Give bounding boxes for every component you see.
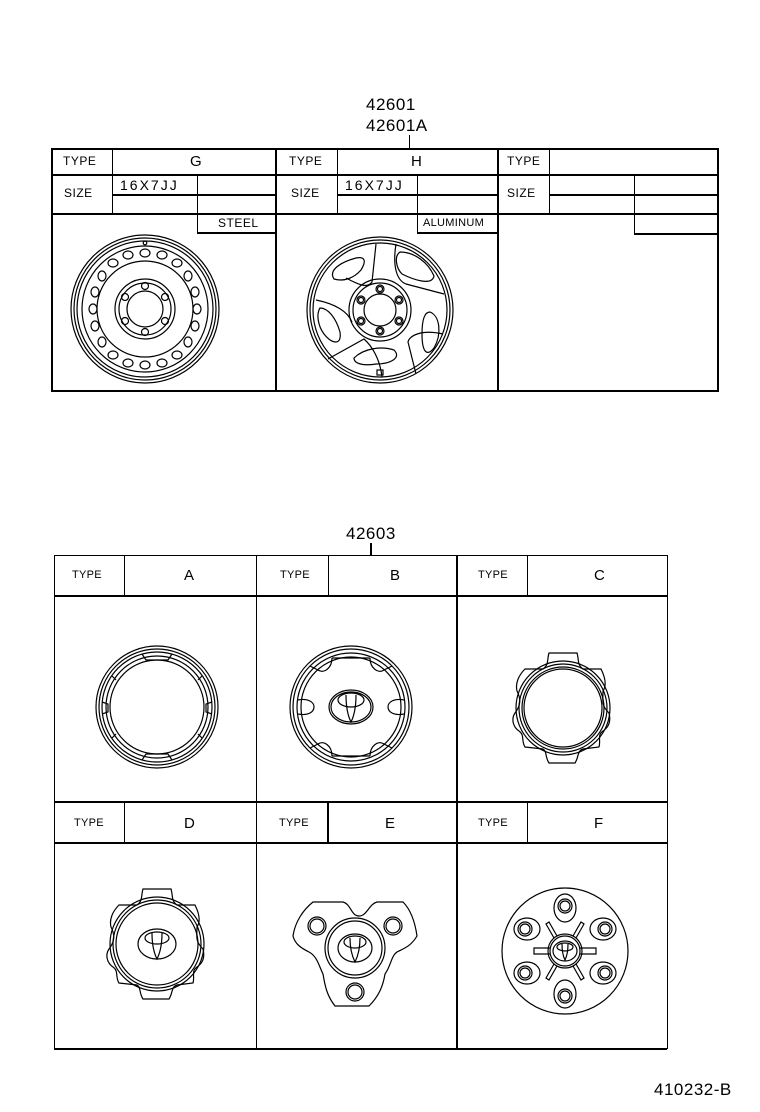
type-value: F (594, 815, 604, 832)
type-label: TYPE (72, 569, 102, 581)
cell-divider (549, 148, 550, 214)
table-border-right (667, 555, 668, 1049)
type-label: TYPE (289, 154, 323, 168)
type-value: G (190, 153, 202, 170)
aluminum-wheel-icon (306, 234, 454, 386)
size-label: SIZE (291, 186, 320, 200)
ornament-ring-icon (94, 644, 220, 770)
size-label: SIZE (64, 186, 93, 200)
reference-code: 410232-B (654, 1080, 732, 1099)
cell-divider (417, 175, 418, 233)
steel-wheel-icon (70, 232, 220, 384)
table-row-line (51, 174, 719, 176)
size-value: 16X7JJ (120, 177, 179, 193)
table-border-top (51, 148, 719, 150)
column-divider (497, 148, 499, 392)
size-row-line (112, 194, 276, 196)
table-border-right (717, 148, 719, 392)
size-row-line (549, 194, 718, 196)
part-number-42603: 42603 (346, 524, 396, 543)
cell-divider (634, 175, 635, 233)
material-box-bottom (634, 233, 718, 235)
type-value: H (411, 153, 422, 170)
type-label: TYPE (279, 817, 309, 829)
table-border-bottom (54, 1048, 667, 1050)
three-lobe-center-cap-icon (293, 896, 417, 1012)
table-row-line (54, 801, 667, 803)
cell-divider (327, 802, 329, 842)
material-label: ALUMINUM (423, 217, 485, 229)
type-value: D (184, 815, 195, 832)
column-divider (256, 555, 257, 1049)
type-label: TYPE (74, 817, 104, 829)
material-label: STEEL (218, 216, 259, 230)
size-label: SIZE (507, 186, 536, 200)
column-divider (456, 555, 458, 1049)
cell-divider (527, 802, 528, 842)
full-wheel-cap-icon (288, 644, 414, 770)
cell-divider (328, 555, 329, 595)
cell-divider (527, 555, 528, 595)
six-lobe-center-cap-icon (97, 885, 217, 1009)
size-value: 16X7JJ (345, 177, 404, 193)
table-row-line (54, 842, 667, 844)
table-border-left (51, 148, 53, 392)
type-value: C (594, 567, 605, 584)
column-divider (275, 148, 277, 392)
type-value: E (385, 815, 396, 832)
round-center-cap-icon (500, 886, 630, 1016)
size-row-line (337, 194, 498, 196)
table-border-top (54, 555, 667, 556)
type-value: B (390, 567, 401, 584)
table-border-bottom (51, 390, 719, 392)
leader-line (409, 135, 410, 149)
type-label: TYPE (280, 569, 310, 581)
type-value: A (184, 567, 195, 584)
cell-divider (197, 175, 198, 233)
cell-divider (337, 148, 338, 214)
table-row-line (51, 213, 719, 215)
type-label: TYPE (63, 154, 97, 168)
table-border-left (54, 555, 55, 1049)
cell-divider (112, 148, 113, 214)
part-number-42601: 42601 (366, 95, 416, 114)
type-label: TYPE (507, 154, 541, 168)
open-center-cap-icon (503, 647, 623, 771)
type-label: TYPE (478, 817, 508, 829)
type-label: TYPE (478, 569, 508, 581)
part-number-42601A: 42601A (366, 116, 428, 135)
table-row-line (54, 595, 667, 597)
cell-divider (124, 555, 125, 595)
cell-divider (124, 802, 125, 842)
